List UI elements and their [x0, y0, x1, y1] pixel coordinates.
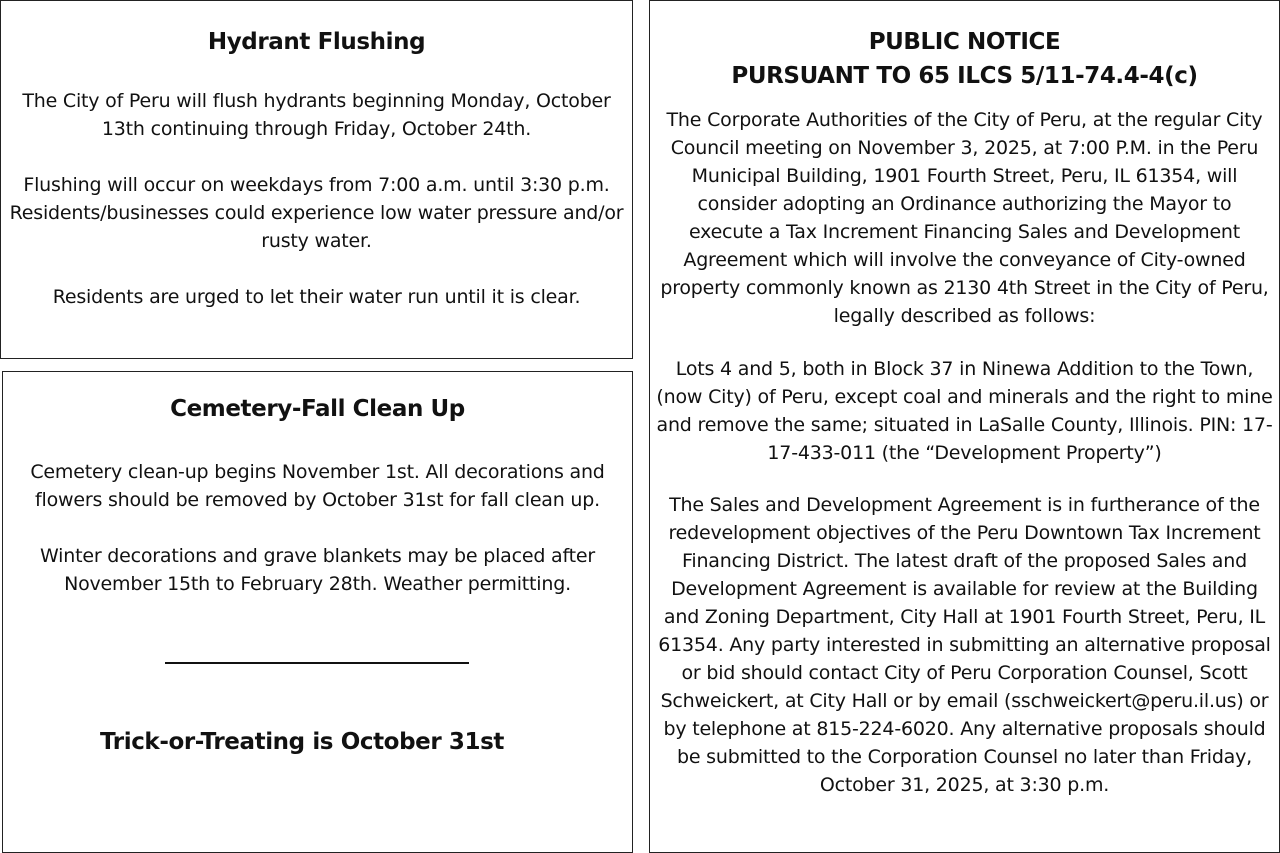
public-notice-title: PUBLIC NOTICE [868, 29, 1061, 55]
public-notice-subtitle: PURSUANT TO 65 ILCS 5/11-74.4-4(c) [731, 63, 1198, 89]
public-notice-panel [649, 0, 1280, 853]
notice-details-text: The Sales and Development Agreement is in furtherance of the redevelopment objectives of the Peru Downtown Tax Increment Financing District. The latest draft of the proposed Sales and Development Agreement is available for review at the Building and Zoning Department, City Hall at 1901 Fourth Street, Peru, IL 61354. Any party interested in submitting an alternative proposal or bid should contact City of Peru Corporation Counsel, Scott Schweickert, at City Hall or by email (sschweickert@peru.il.us) or by telephone at 815-224-6020. Any alternative proposals should be submitted to the Corporation Counsel no later than Friday, October 31, 2025, at 3:30 p.m. [658, 494, 1271, 796]
notice-legal-description: Lots 4 and 5, both in Block 37 in Ninewa Addition to the Town, (now City) of Peru, except coal and minerals and the right to mine and remove the same; situated in LaSalle County, Illinois. PIN: 17-17-433-011 (the “Development Property”) [656, 358, 1273, 464]
cemetery-cleanup-panel [2, 371, 633, 853]
cemetery-cleanup-title: Cemetery-Fall Clean Up [170, 396, 465, 422]
hydrant-hours-text: Flushing will occur on weekdays from 7:00 a.m. until 3:30 p.m. Residents/businesses could experience low water pressure and/or rusty water. [9, 174, 624, 252]
trick-or-treat-title: Trick-or-Treating is October 31st [100, 729, 504, 755]
cemetery-cleanup-text: Cemetery clean-up begins November 1st. All decorations and flowers should be removed by October 31st for fall clean up. [30, 461, 605, 511]
hydrant-advice-text: Residents are urged to let their water run until it is clear. [52, 286, 581, 308]
notice-intro-text: The Corporate Authorities of the City of Peru, at the regular City Council meeting on November 3, 2025, at 7:00 P.M. in the Peru Municipal Building, 1901 Fourth Street, Peru, IL 61354, will consider adopting an Ordinance authorizing the Mayor to execute a Tax Increment Financing Sales and Development Agreement which will involve the conveyance of City-owned property commonly known as 2130 4th Street in the City of Peru, legally described as follows: [660, 109, 1269, 327]
section-divider [165, 662, 469, 664]
cemetery-winter-text: Winter decorations and grave blankets may be placed after November 15th to February 28th. Weather permitting. [40, 545, 595, 595]
hydrant-flushing-panel [0, 0, 633, 359]
hydrant-schedule-text: The City of Peru will flush hydrants beginning Monday, October 13th continuing through Friday, October 24th. [22, 90, 611, 140]
hydrant-flushing-title: Hydrant Flushing [207, 29, 426, 55]
